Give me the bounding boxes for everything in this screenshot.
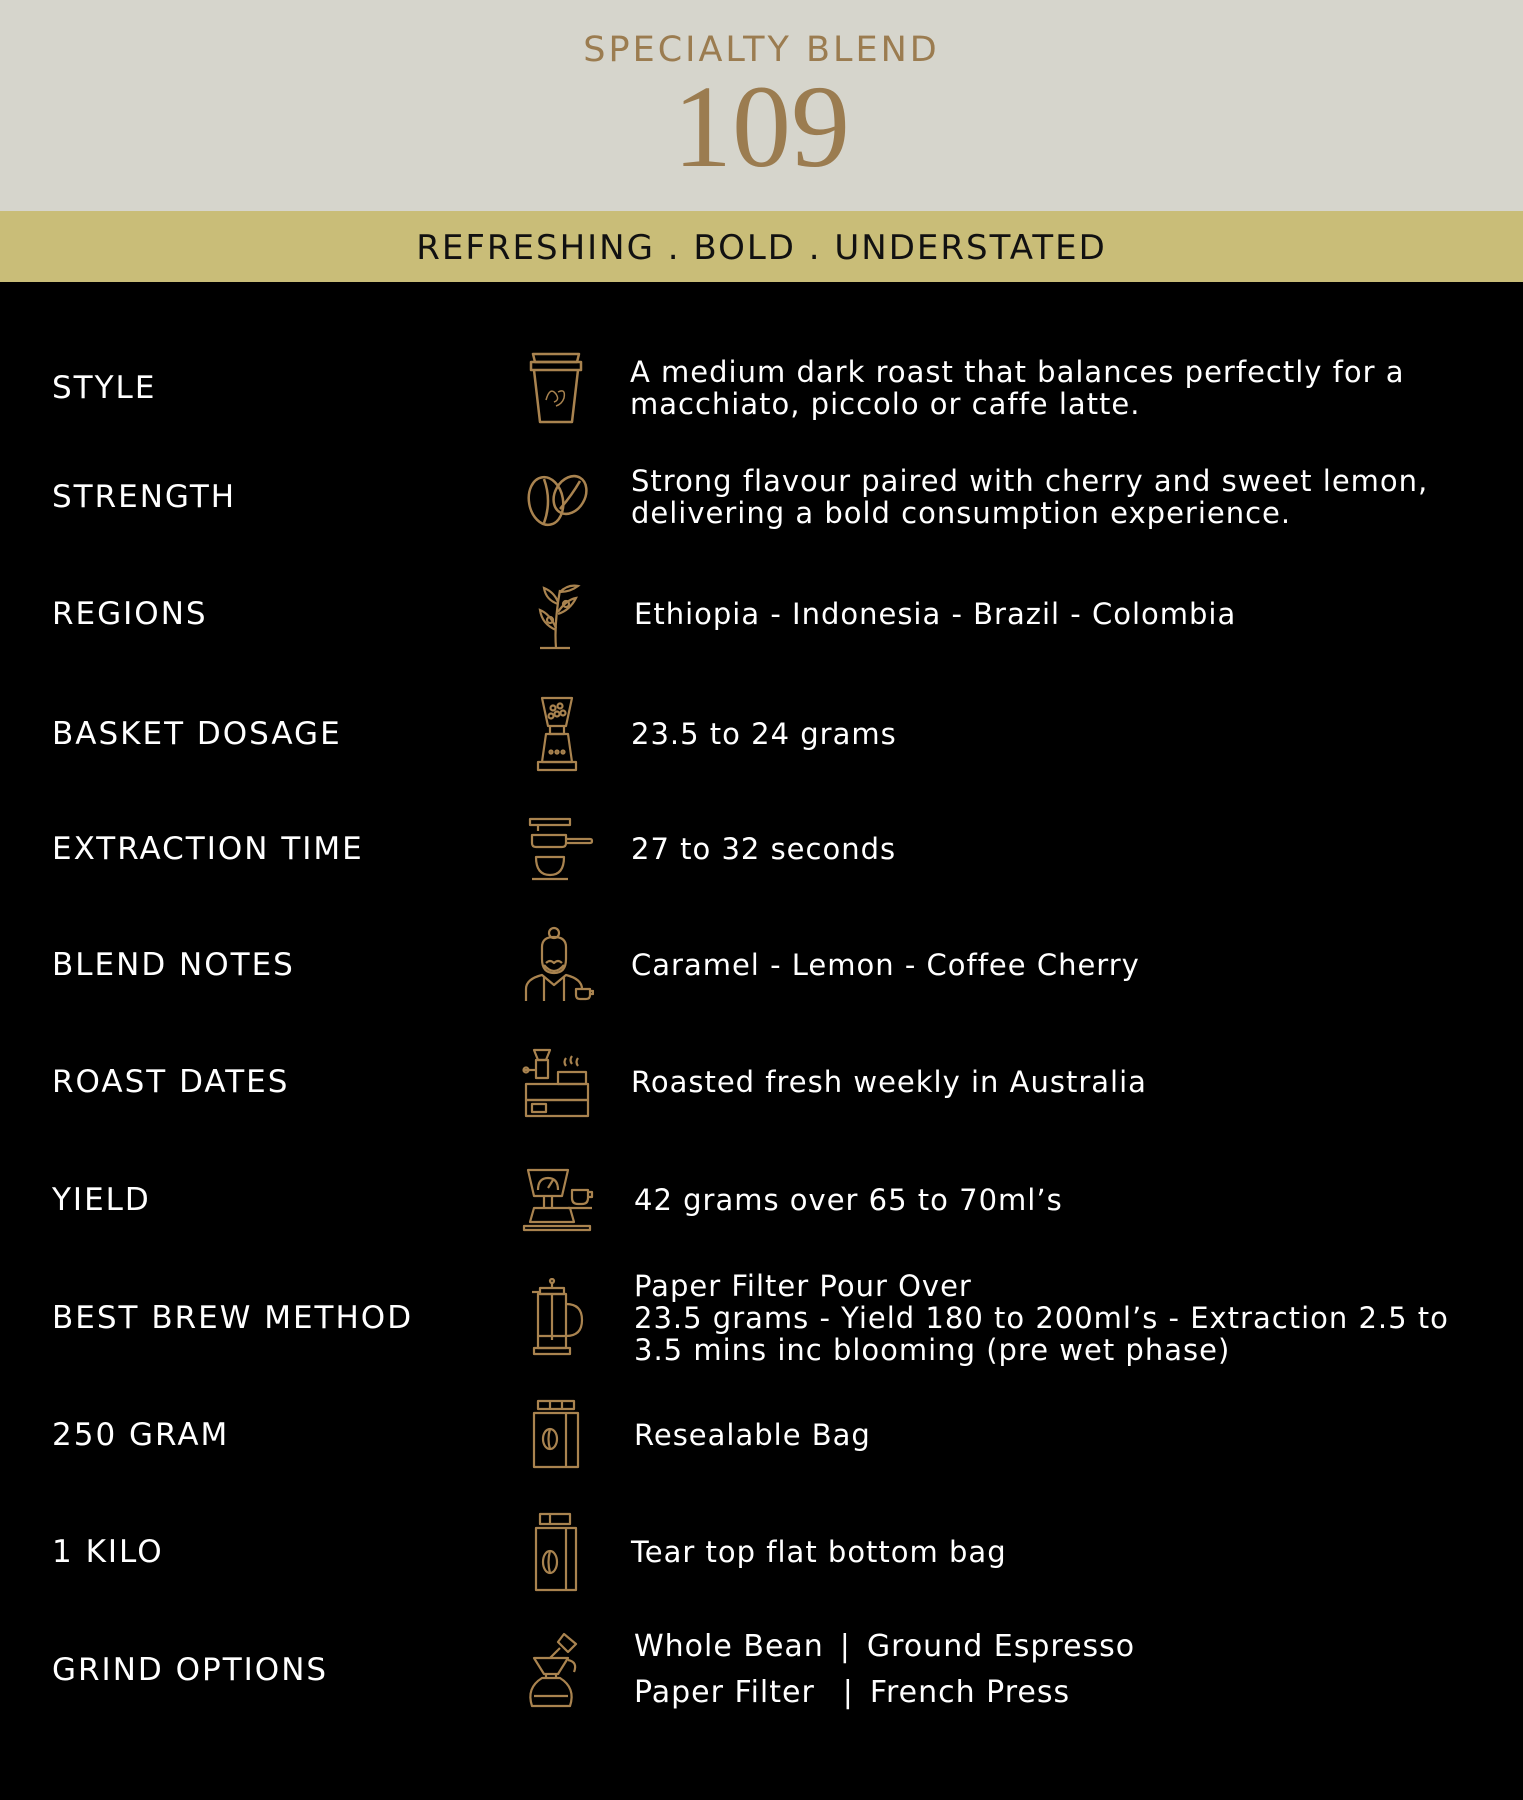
row-desc: Caramel - Lemon - Coffee Cherry <box>631 948 1140 982</box>
row-label: BASKET DOSAGE <box>52 716 342 752</box>
row-label: GRIND OPTIONS <box>52 1652 329 1688</box>
blend-number: 109 <box>673 61 850 192</box>
row-label: EXTRACTION TIME <box>52 831 364 867</box>
row-label: 1 KILO <box>52 1534 164 1570</box>
separator: | <box>839 1629 851 1664</box>
grind-row-2 <box>634 1670 1135 1716</box>
scale-icon <box>520 1160 594 1240</box>
row-label: BEST BREW METHOD <box>52 1300 414 1336</box>
blend-subtitle: SPECIALTY BLEND <box>583 30 940 70</box>
row-desc: 23.5 to 24 grams <box>631 717 897 751</box>
grind-option: Whole Bean <box>634 1629 824 1664</box>
row-label: STRENGTH <box>52 479 237 515</box>
row-desc: 27 to 32 seconds <box>631 832 897 866</box>
coffee-cup-icon <box>520 348 594 428</box>
grind-option: Ground Espresso <box>866 1629 1136 1664</box>
barista-icon <box>520 925 594 1005</box>
pour-over-icon <box>520 1630 594 1710</box>
roaster-icon <box>520 1042 594 1122</box>
grind-option: French Press <box>869 1675 1071 1710</box>
portafilter-icon <box>520 809 594 889</box>
row-desc: Resealable Bag <box>634 1418 871 1452</box>
row-desc: A medium dark roast that balances perfectly for a macchiato, piccolo or caffe latte. <box>630 355 1405 421</box>
tagline-bar <box>0 211 1523 282</box>
row-desc: Strong flavour paired with cherry and sweet lemon, delivering a bold consumption experience. <box>631 464 1429 530</box>
row-label: STYLE <box>52 370 157 406</box>
grind-options <box>634 1624 1135 1716</box>
row-label: YIELD <box>52 1182 151 1218</box>
grind-option: Paper Filter <box>634 1675 815 1710</box>
header <box>0 0 1523 211</box>
row-label: 250 GRAM <box>52 1417 230 1453</box>
grind-row-1 <box>634 1624 1135 1670</box>
row-label: BLEND NOTES <box>52 947 295 983</box>
row-desc: Roasted fresh weekly in Australia <box>631 1065 1147 1099</box>
coffee-plant-icon <box>520 574 594 654</box>
small-bag-icon <box>520 1395 594 1475</box>
row-label: REGIONS <box>52 596 208 632</box>
row-desc: Ethiopia - Indonesia - Brazil - Colombia <box>634 597 1237 631</box>
separator: | <box>842 1675 854 1710</box>
large-bag-icon <box>520 1512 594 1592</box>
row-label: ROAST DATES <box>52 1064 290 1100</box>
row-desc: 42 grams over 65 to 70ml’s <box>634 1183 1063 1217</box>
grinder-icon <box>520 694 594 774</box>
row-desc: Paper Filter Pour Over 23.5 grams - Yield 180 to 200ml’s - Extraction 2.5 to 3.5 mins inc blooming (pre wet phase) <box>634 1269 1449 1367</box>
french-press-icon <box>520 1278 594 1358</box>
coffee-beans-icon <box>520 457 594 537</box>
tagline: REFRESHING . BOLD . UNDERSTATED <box>416 228 1107 268</box>
row-desc: Tear top flat bottom bag <box>631 1535 1007 1569</box>
